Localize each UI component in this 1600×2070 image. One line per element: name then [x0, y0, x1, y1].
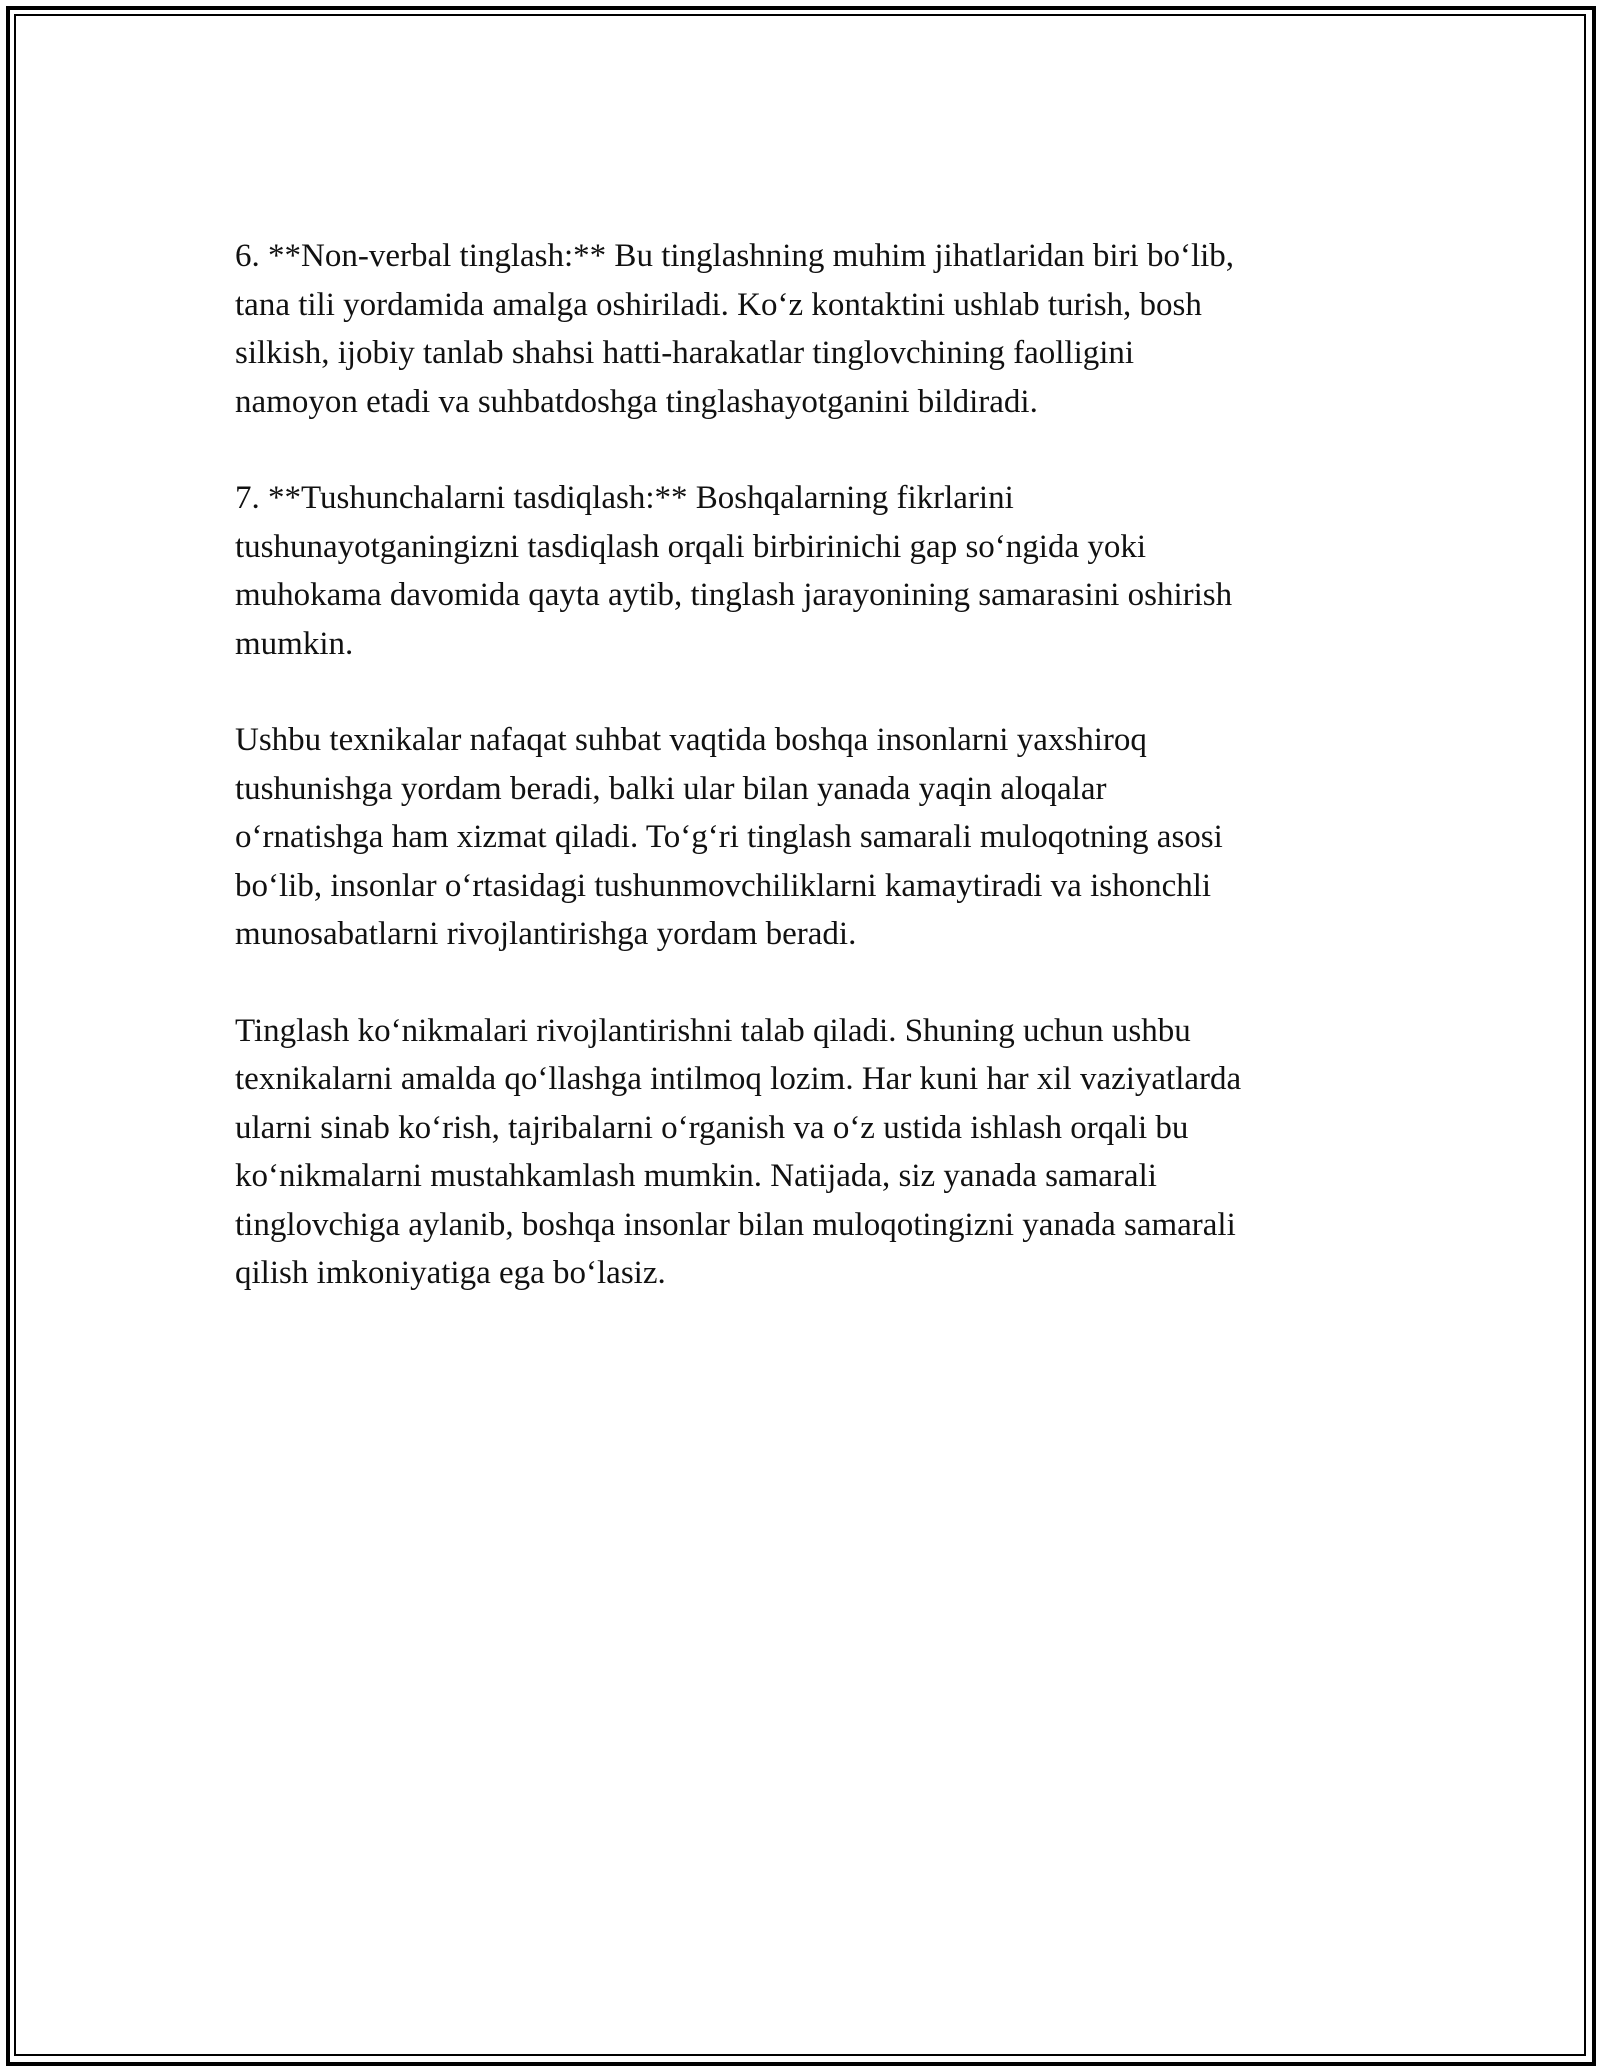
paragraph-confirming-concepts: 7. **Tushunchalarni tasdiqlash:** Boshqalarning fikrlarini tushunayotganingizni tasdiqlash orqali birbirinichi gap so‘ngida yoki muhokama davomida qayta aytib, tinglash jarayonining samarasini oshirish mumkin. — [235, 480, 1233, 662]
document-body — [235, 232, 1365, 1346]
paragraph-skill-development: Tinglash ko‘nikmalari rivojlantirishni talab qiladi. Shuning uchun ushbu texnikalarni amalda qo‘llashga intilmoq lozim. Har kuni har xil vaziyatlarda ularni sinab ko‘rish, tajribalarni o‘rganish va o‘z ustida ishlash orqali bu ko‘nikmalarni mustahkamlash mumkin. Natijada, siz yanada samarali tinglovchiga aylanib, boshqa insonlar bilan muloqotingizni yanada samarali qilish imkoniyatiga ega bo‘lasiz. — [235, 1012, 1242, 1291]
paragraph-techniques-benefits: Ushbu texnikalar nafaqat suhbat vaqtida boshqa insonlarni yaxshiroq tushunishga yordam beradi, balki ular bilan yanada yaqin aloqalar o‘rnatishga ham xizmat qiladi. To‘g‘ri tinglash samarali muloqotning asosi bo‘lib, insonlar o‘rtasidagi tushunmovchiliklarni kamaytiradi va ishonchli munosabatlarni rivojlantirishga yordam beradi. — [235, 722, 1223, 952]
paragraph-non-verbal-listening: 6. **Non-verbal tinglash:** Bu tinglashning muhim jihatlaridan biri bo‘lib, tana tili yordamida amalga oshiriladi. Ko‘z kontaktini ushlab turish, bosh silkish, ijobiy tanlab shahsi hatti-harakatlar tinglovchining faolligini namoyon etadi va suhbatdoshga tinglashayotganini bildiradi. — [235, 238, 1235, 420]
